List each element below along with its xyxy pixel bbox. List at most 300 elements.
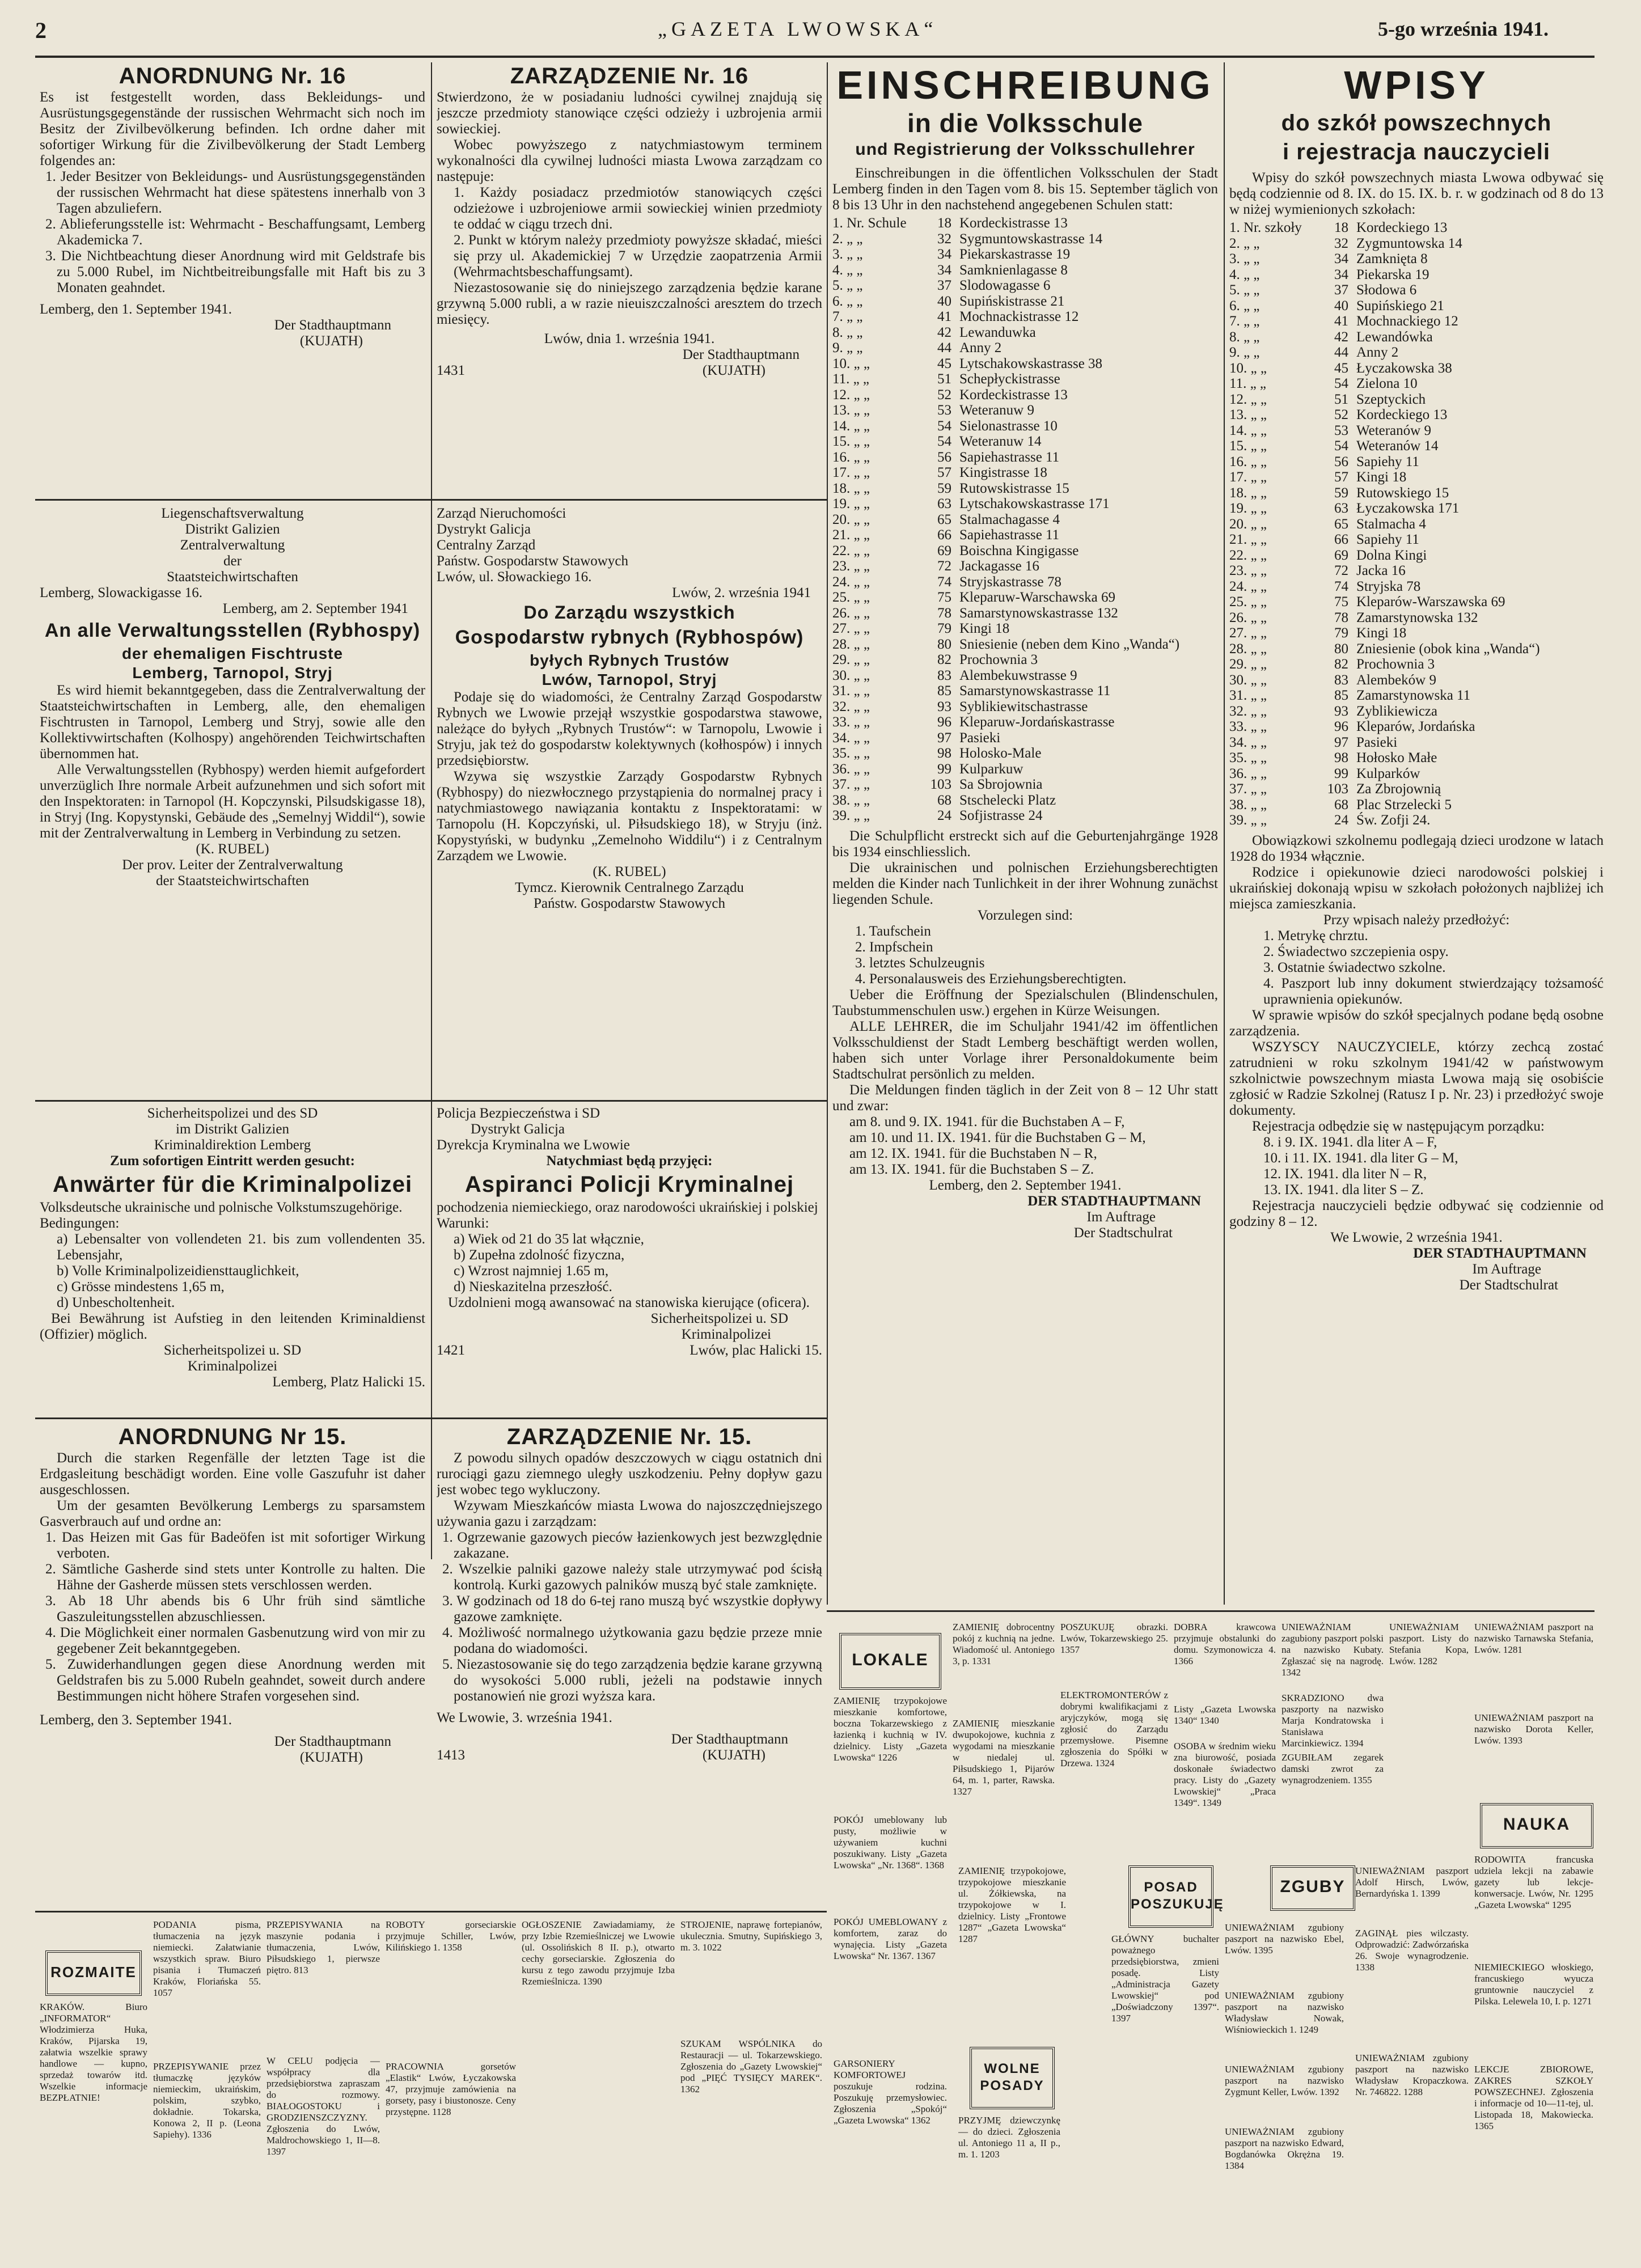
school-index: 6. „ „ <box>1229 298 1260 314</box>
ad-pracownia: PRACOWNIA gorsetów „Elastik“ Lwów, Łyczakowska 47, przyjmuje zamówienia na gorsety, pasy i biustonosze. Ceny przystępne. 1128 <box>386 2061 516 2117</box>
school-address: Alembeków 9 <box>1356 672 1436 688</box>
ad-uniewazniam: UNIEWAŻNIAM paszport na nazwisko Dorota Keller, Lwów. 1393 <box>1474 1712 1593 1746</box>
school-number: 98 <box>937 746 951 761</box>
school-row <box>832 761 1218 777</box>
pb-conditions: Warunki: <box>437 1216 489 1231</box>
school-number: 80 <box>937 636 951 652</box>
school-number: 41 <box>1334 314 1348 329</box>
einschreibung-doc: 3. letztes Schulzeugnis <box>855 955 985 971</box>
einschreibung-text: Die Meldungen finden täglich in der Zeit von 8 – 12 Uhr statt und zwar: <box>832 1082 1218 1114</box>
school-address: Kleparuw-Jordańskastrasse <box>959 714 1115 730</box>
lv-text: Es wird hiemit bekanntgegeben, dass die Zentralverwaltung der Staatsteichwirtschaften in Lemberg, alle, den ehemaligen Fischtrusten in Tarnopol, Lemberg und Stryj, sowie alle den Kollektivwirtschaften (Kolhospy) angehörenden Teichwirtschaften übernommen hat. <box>40 683 425 761</box>
school-index: 10. „ „ <box>832 356 870 371</box>
ad-w-celu: W CELU podjęcia — współpracy dla przedsiębiorstwa zapraszam do rozmowy. BIAŁOGOSTOKU i GRODZIENSZCZYZNY. Zgłoszenia do Lwów, Maldrochowskiego 1, II—8. 1397 <box>267 2055 380 2157</box>
school-number: 51 <box>1334 391 1348 407</box>
einschreibung-place: Lemberg, den 2. September 1941. <box>929 1177 1122 1193</box>
school-row <box>1229 641 1604 657</box>
school-number: 97 <box>937 730 951 746</box>
einschreibung-text: Die ukrainischen und polnischen Erziehungsberechtigten melden die Kinder nach Tunlichkeit in der ihrer Wohnung zunächst liegenden Schule. <box>832 860 1218 907</box>
school-row <box>1229 672 1604 688</box>
zn-title: Do Zarządu wszystkich <box>523 602 735 623</box>
zarzadzenie-16-text: Stwierdzono, że w posiadaniu ludności cywilnej znajdują się jeszcze przedmioty stanowiące części odzieży i uzbrojenia armii sowieckiej. <box>437 90 822 137</box>
wpisy-date: 8. i 9. IX. 1941. dla liter A – F, <box>1263 1134 1437 1150</box>
anordnung-16-place: Lemberg, den 1. September 1941. <box>40 302 232 317</box>
wpisy-doc: 1. Metrykę chrztu. <box>1263 928 1368 943</box>
ad-przyjme: PRZYJMĘ dziewczynkę — do dzieci. Zgłoszenia ul. Antoniego 11 a, II p., m. 1. 1203 <box>958 2115 1060 2160</box>
school-index: 31. „ „ <box>1229 688 1267 703</box>
school-address: Kordeckistrasse 13 <box>959 387 1068 403</box>
school-number: 66 <box>937 527 951 543</box>
school-row <box>1229 781 1604 797</box>
school-row <box>832 465 1218 481</box>
school-number: 82 <box>1334 657 1348 672</box>
einschreibung-text: ALLE LEHRER, die im Schuljahr 1941/42 im öffentlichen Volksschuldienst der Stadt Lemberg beschäftigt werden wollen, haben sich unter Vorlage ihrer Personaldokumente beim Stadtschulrat persönlich zu melden. <box>832 1018 1218 1082</box>
school-index: 36. „ „ <box>832 761 870 777</box>
school-row <box>1229 267 1604 283</box>
school-number: 74 <box>1334 578 1348 594</box>
school-address: Prochownia 3 <box>1356 657 1435 672</box>
school-number: 69 <box>1334 547 1348 563</box>
section-rule <box>35 499 827 501</box>
school-address: Łyczakowska 171 <box>1356 501 1460 516</box>
school-row <box>832 325 1218 341</box>
sp-header: Kriminaldirektion Lemberg <box>154 1137 311 1153</box>
section-rule <box>35 1100 827 1102</box>
lv-header: Distrikt Galizien <box>185 522 280 537</box>
school-index: 29. „ „ <box>1229 657 1267 672</box>
school-row <box>832 683 1218 699</box>
sp-header: im Distrikt Galizien <box>176 1122 289 1137</box>
anordnung-16-sign: (KUJATH) <box>299 333 363 349</box>
school-number: 54 <box>1334 438 1348 454</box>
school-row <box>832 652 1218 668</box>
pb-sign: Kriminalpolizei <box>681 1327 771 1342</box>
pb-header: Natychmiast będą przyjęci: <box>546 1153 713 1169</box>
liegenschaftsverwaltung <box>40 506 425 1098</box>
school-row <box>1229 376 1604 392</box>
school-index: 38. „ „ <box>832 792 870 808</box>
school-number: 96 <box>1334 719 1348 734</box>
school-row <box>832 481 1218 497</box>
ad-rodowita: RODOWITA francuska udziela lekcji na zabawie gazety lub lekcje-konwersacje. Lwów, Nr. 1295 „Gazeta Lwowska“ 1295 <box>1474 1854 1593 1910</box>
school-index: 21. „ „ <box>832 527 870 543</box>
school-number: 54 <box>1334 376 1348 391</box>
lv-text: Alle Verwaltungsstellen (Rybhospy) werden hiemit aufgefordert unverzüglich Ihre normale Arbeit aufzunehmen und sich sofort mit den Inspektoraten: in Tarnopol (H. Kopczynski, Pilsudskigasse 18), in Stryj (Ing. Kopystynski, Gebäude des „Semelnyj Widdil“), sowie mit der Zentralverwaltung in Lemberg in Verbindung zu setzen. <box>40 762 425 841</box>
ad-zamienie: ZAMIENIĘ trzypokojowe mieszkanie komfortowe, boczna Tokarzewskiego z łazienką i kuchnią w IV. dzielnicy. Listy „Gazeta Lwowska“ 1226 <box>834 1695 947 1763</box>
zarzadzenie-16-item: 2. Punkt w którym należy przedmioty powyższe składać, mieści się przy ul. Akademickiej 7 w Urzędzie zaopatrzenia Armii (Wehrmachtsbeschaffungsamt). <box>454 232 822 280</box>
school-address: Syblikiewitschastrasse <box>959 699 1088 714</box>
school-row <box>832 247 1218 263</box>
lv-sign: (K. RUBEL) <box>196 841 269 857</box>
school-address: Boischna Kingigasse <box>959 543 1079 558</box>
sp-text: Bei Bewährung ist Aufstieg in den leitenden Kriminaldienst (Offizier) möglich. <box>40 1311 425 1342</box>
school-number: 45 <box>937 356 951 371</box>
school-address: Plac Strzelecki 5 <box>1356 797 1452 813</box>
school-index: 17. „ „ <box>832 465 870 480</box>
ad-dobra-krawcowa: DOBRA krawcowa przyjmuje obstalunki do domu. Szymonowicza 4. 1366 <box>1174 1622 1276 1666</box>
zarzadzenie-15-text: Wzywam Mieszkańców miasta Lwowa do najoszczędniejszego używania gazu i zarządzam: <box>437 1498 822 1529</box>
anordnung-15-place: Lemberg, den 3. September 1941. <box>40 1712 232 1728</box>
school-index: 26. „ „ <box>832 605 870 621</box>
wpisy-date: 13. IX. 1941. dla liter S – Z. <box>1263 1182 1424 1198</box>
column-rule <box>1224 62 1225 1605</box>
school-row <box>1229 469 1604 485</box>
anordnung-15-sign: (KUJATH) <box>299 1750 363 1765</box>
zn-header: Lwów, ul. Słowackiego 16. <box>437 569 592 585</box>
ad-ogloszenie: OGŁOSZENIE Zawiadamiamy, że przy Izbie Rzemieślniczej we Lwowie (ul. Ossolińskich 8 II. p.), otwarto cechy gorseciarskie. Zgłoszenia do kursu z tego zawodu przyjmuje Izba Rzemieślnicza. 1390 <box>522 1919 675 1987</box>
sp-item: c) Grösse mindestens 1,65 m, <box>57 1279 225 1294</box>
school-address: Stalmacha 4 <box>1356 516 1426 532</box>
anordnung-15-item: 2. Sämtliche Gasherde sind stets unter Kontrolle zu halten. Die Hähne der Gasherde müssen stets verschlossen werden. <box>45 1562 425 1593</box>
school-index: 38. „ „ <box>1229 797 1267 813</box>
school-address: Weteranuw 9 <box>959 403 1034 418</box>
section-rule <box>35 1911 827 1912</box>
school-address: Weteranów 9 <box>1356 422 1431 438</box>
school-index: 15. „ „ <box>1229 438 1267 454</box>
ad-krakow: KRAKÓW. Biuro „INFORMATOR“ Włodzimierza Huka, Kraków, Pijarska 19, załatwia wszelkie sprawy handlowe — kupno, sprzedaż towarów itd. Wszelkie informacje BEZPŁATNIE! <box>40 2002 147 2103</box>
school-address: Dolna Kingi <box>1356 547 1427 563</box>
school-row <box>1229 766 1604 782</box>
einschreibung-subtitle: in die Volksschule <box>907 108 1143 138</box>
school-number: 44 <box>937 340 951 356</box>
ad-skradziono: SKRADZIONO dwa paszporty na nazwisko Marja Kondratowska i Stanisława Marcinkiewicz. 1394 <box>1281 1692 1384 1749</box>
school-index: 7. „ „ <box>832 309 863 324</box>
school-index: 12. „ „ <box>1229 391 1267 407</box>
einschreibung-text: Vorzulegen sind: <box>977 907 1073 923</box>
school-address: Kulparków <box>1356 765 1420 781</box>
school-number: 65 <box>937 511 951 527</box>
school-number: 59 <box>937 480 951 496</box>
sp-item: a) Lebensalter von vollendeten 21. bis zum vollendenten 35. Lebensjahr, <box>57 1232 425 1263</box>
ad-uniewazniam: UNIEWAŻNIAM zgubiony paszport na nazwisko Ebel, Lwów. 1395 <box>1225 1922 1344 1956</box>
school-index: 26. „ „ <box>1229 610 1267 625</box>
einschreibung-sign: Der Stadtschulrat <box>1073 1225 1173 1241</box>
school-index: 24. „ „ <box>832 574 870 590</box>
school-address: Anny 2 <box>959 340 1002 356</box>
school-row <box>832 730 1218 746</box>
anordnung-15 <box>40 1423 425 1908</box>
school-index: 4. „ „ <box>832 262 863 278</box>
school-index: 39. „ „ <box>832 808 870 823</box>
school-number: 85 <box>1334 688 1348 703</box>
pb-item: c) Wzrost najmniej 1.65 m, <box>454 1263 609 1279</box>
school-address: Kingi 18 <box>959 621 1010 636</box>
ad-lekcje: LEKCJE ZBIOROWE, ZAKRES SZKOŁY POWSZECHNEJ. Zgłoszenia i informacje od 10—11-tej, ul. Listopada 18, Makowiecka. 1365 <box>1474 2064 1593 2131</box>
einschreibung-date: am 12. IX. 1941. für die Buchstaben N – R, <box>849 1145 1097 1161</box>
school-row <box>1229 719 1604 735</box>
ad-zamienie: ZAMIENIĘ trzypokojowe, trzypokojowe mieszkanie ul. Żółkiewska, na trzypokojowe w I. dzielnicy. Listy „Frontowe 1287“ „Gazeta Lwowska“ 1287 <box>958 1865 1066 1944</box>
school-address: Słodowa 6 <box>1356 282 1417 298</box>
school-number: 57 <box>1334 469 1348 485</box>
pb-title: Aspiranci Policji Kryminalnej <box>464 1172 794 1197</box>
einschreibung-date: am 10. und 11. IX. 1941. für die Buchstaben G – M, <box>849 1129 1146 1145</box>
school-row <box>1229 813 1604 828</box>
ad-uniewazniam: UNIEWAŻNIAM zgubiony paszport na nazwisko Władysław Kropaczkowa. Nr. 746822. 1288 <box>1355 2053 1469 2097</box>
school-index: 2. „ „ <box>1229 235 1260 251</box>
anordnung-16-sign: Der Stadthauptmann <box>274 318 391 333</box>
zarzadzenie-16 <box>437 62 822 499</box>
einschreibung-intro: Einschreibungen in die öffentlichen Volksschulen der Stadt Lemberg finden in den Tagen vom 8. bis 15. September täglich von 8 bis 13 Uhr in den nachstehend angegebenen Schulen statt: <box>832 166 1218 213</box>
school-index: 18. „ „ <box>1229 485 1267 501</box>
lv-sign: Der prov. Leiter der Zentralverwaltung <box>122 857 343 873</box>
school-number: 37 <box>937 278 951 293</box>
anordnung-15-item: 1. Das Heizen mit Gas für Badeöfen ist mit sofortiger Wirkung verboten. <box>45 1530 425 1561</box>
school-address: Mochnackiego 12 <box>1356 314 1458 329</box>
school-index: 10. „ „ <box>1229 360 1267 376</box>
school-number: 42 <box>1334 329 1348 345</box>
school-number: 72 <box>937 558 951 574</box>
school-number: 24 <box>1334 813 1348 828</box>
ad-pokoj: POKÓJ umeblowany lub pusty, możliwie w używaniem kuchni poszukiwany. Listy „Gazeta Lwowska“ „Nr. 1368“. 1368 <box>834 1814 947 1871</box>
school-address: Stryjskastrasse 78 <box>959 574 1061 590</box>
school-row <box>832 496 1218 512</box>
school-row <box>1229 438 1604 454</box>
sp-item: b) Volle Kriminalpolizeidiensttauglichkeit, <box>57 1263 299 1279</box>
school-row <box>832 793 1218 809</box>
school-address: Samknienlagasse 8 <box>959 262 1068 278</box>
ad-zamienie: ZAMIENIĘ dobrocentny pokój z kuchnią na jedne. Wiadomość ul. Antoniego 3, p. 1331 <box>953 1622 1055 1666</box>
school-address: Weteranuw 14 <box>959 434 1042 449</box>
ad-uniewazniam: UNIEWAŻNIAM zgubiony paszport na nazwisko Edward, Bogdanówka Okrężna 19. 1384 <box>1225 2126 1344 2171</box>
school-address: Zamarstynowska 11 <box>1356 688 1471 703</box>
zn-header: Dystrykt Galicja <box>437 522 531 537</box>
school-number: 98 <box>1334 750 1348 765</box>
einschreibung-subtitle: und Registrierung der Volksschullehrer <box>855 140 1195 159</box>
lv-subtitle: Lemberg, Tarnopol, Stryj <box>132 664 333 682</box>
school-index: 4. „ „ <box>1229 266 1260 282</box>
wpisy-date: 12. IX. 1941. dla liter N – R, <box>1263 1166 1427 1182</box>
school-number: 18 <box>937 215 951 231</box>
wpisy-sign: Der Stadtschulrat <box>1459 1277 1558 1293</box>
wpisy-sign: DER STADTHAUPTMANN <box>1413 1245 1587 1261</box>
school-number: 54 <box>937 418 951 434</box>
anordnung-15-item: 4. Die Möglichkeit einer normalen Gasbenutzung wird von mir zu gegebener Zeit bekanntgegeben. <box>45 1625 425 1656</box>
zarzadzenie-15-item: 4. Możliwość normalnego użytkowania gazu będzie przeze mnie podana do wiadomości. <box>442 1625 822 1656</box>
school-address: Kingi 18 <box>1356 625 1407 641</box>
school-row <box>1229 688 1604 704</box>
school-address: Łyczakowska 38 <box>1356 360 1452 376</box>
school-number: 82 <box>937 652 951 667</box>
school-address: Lytschakowskastrasse 171 <box>959 496 1110 511</box>
lv-title: An alle Verwaltungsstellen (Rybhospy) <box>44 620 421 641</box>
school-index: 34. „ „ <box>832 730 870 746</box>
school-address: Stschelecki Platz <box>959 792 1056 808</box>
school-row <box>832 418 1218 434</box>
zn-title: Gospodarstw rybnych (Rybhospów) <box>455 627 804 648</box>
school-number: 93 <box>1334 703 1348 719</box>
school-number: 34 <box>937 247 951 262</box>
school-index: 19. „ „ <box>1229 501 1267 516</box>
lv-header: der <box>223 553 242 569</box>
school-number: 52 <box>937 387 951 403</box>
school-address: Sofjistrasse 24 <box>959 808 1043 823</box>
school-row <box>1229 220 1604 236</box>
school-number: 75 <box>1334 594 1348 610</box>
school-row <box>832 294 1218 310</box>
policja-bezpieczenstwa <box>437 1106 822 1415</box>
einschreibung-sign: DER STADTHAUPTMANN <box>1027 1193 1201 1209</box>
school-address: Hołosko Małe <box>1356 750 1437 765</box>
school-row <box>832 714 1218 730</box>
school-number: 34 <box>1334 251 1348 266</box>
wpisy-doc: 4. Paszport lub inny dokument stwierdzający tożsamość uprawnienia opiekunów. <box>1263 975 1604 1007</box>
school-number: 68 <box>937 792 951 808</box>
school-row <box>832 215 1218 231</box>
school-address: Kulparkuw <box>959 761 1023 777</box>
school-row <box>832 808 1218 824</box>
school-address: Jackagasse 16 <box>959 558 1039 574</box>
ad-uniewazniam: UNIEWAŻNIAM paszport. Listy do Stefania Kopa, Lwów. 1282 <box>1389 1622 1469 1666</box>
school-number: 32 <box>1334 235 1348 251</box>
wpisy-text: WSZYSCY NAUCZYCIELE, którzy zechcą zostać zatrudnieni w roku szkolnym 1941/42 w państwowym szkolnictwie powszechnym miasta Lwowa mają się osobiście zgłosić w Radzie Szkolnej (Ratusz I p. Nr. 23) i przedłożyć swoje dokumenty. <box>1229 1039 1604 1118</box>
school-index: 35. „ „ <box>1229 750 1267 765</box>
wpisy-text: Rodzice i opiekunowie dzieci narodowości polskiej i ukraińskiej dokonają wpisu w szkołach położonych najbliżej ich miejsca zamieszkania. <box>1229 864 1604 912</box>
school-number: 78 <box>937 605 951 621</box>
zarzadzenie-16-text: Wobec powyższego z natychmiastowym terminem wykonalności dla cywilnej ludności miasta Lwowa zarządzam co następuje: <box>437 137 822 184</box>
ad-osoba: OSOBA w średnim wieku zna biurowość, posiada doskonałe świadectwo pracy. Listy do „Gazety Lwowskiej“ „Praca 1349“. 1349 <box>1174 1741 1276 1808</box>
wpisy-intro: Wpisy do szkół powszechnych miasta Lwowa odbywać się będą codziennie od 8. IX. do 15. IX. b. r. w godzinach od 8 do 13 w niżej wymienionych szkołach: <box>1229 170 1604 217</box>
school-row <box>1229 704 1604 720</box>
sp-header: Zum sofortigen Eintritt werden gesucht: <box>110 1153 355 1169</box>
school-address: Schepłyckistrasse <box>959 371 1060 387</box>
school-index: 3. „ „ <box>1229 251 1260 266</box>
school-number: 37 <box>1334 282 1348 298</box>
school-index: 34. „ „ <box>1229 734 1267 750</box>
ad-przepisywania: PRZEPISYWANIA na maszynie podania i tłumaczenia, Lwów, Piłsudskiego 1, pierwsze piętro. 813 <box>267 1919 380 1975</box>
sp-conditions: Bedingungen: <box>40 1216 120 1231</box>
school-address: Sapiehy 11 <box>1356 532 1419 547</box>
school-row <box>832 356 1218 372</box>
school-address: Sniesienie (neben dem Kino „Wanda“) <box>959 636 1180 652</box>
einschreibung-text: Die Schulpflicht erstreckt sich auf die Geburtenjahrgänge 1928 bis 1934 einschliesslich. <box>832 828 1218 860</box>
school-number: 103 <box>1327 781 1348 797</box>
school-row <box>1229 517 1604 532</box>
school-index: 19. „ „ <box>832 496 870 511</box>
school-address: Sa Sbrojownia <box>959 777 1043 792</box>
school-index: 30. „ „ <box>832 667 870 683</box>
pb-item: b) Zupełna zdolność fizyczna, <box>454 1247 625 1263</box>
wpisy-doc: 3. Ostatnie świadectwo szkolne. <box>1263 959 1446 975</box>
school-address: Lewanduwka <box>959 324 1036 340</box>
school-row <box>1229 236 1604 252</box>
school-index: 8. „ „ <box>832 324 863 340</box>
pb-sign: Sicherheitspolizei u. SD <box>650 1311 788 1326</box>
school-list <box>1229 220 1604 828</box>
school-row <box>1229 407 1604 423</box>
einschreibung-doc: 4. Personalausweis des Erziehungsberechtigten. <box>855 971 1127 987</box>
school-index: 33. „ „ <box>1229 719 1267 734</box>
sp-text: Volksdeutsche ukrainische und polnische Volkstumszugehörige. <box>40 1200 403 1215</box>
school-index: 9. „ „ <box>832 340 863 356</box>
school-index: 15. „ „ <box>832 434 870 449</box>
school-index: 2. „ „ <box>832 231 863 247</box>
ad-zaginal: ZAGINĄŁ pies wilczasty. Odprowadzić: Zadwórzańska 26. Swoje wynagrodzenie. 1338 <box>1355 1928 1469 1973</box>
pb-header: Dystrykt Galicja <box>471 1122 565 1137</box>
school-address: Alembekuwstrasse 9 <box>959 667 1077 683</box>
zarzadzenie-15 <box>437 1423 822 1908</box>
school-index: 13. „ „ <box>1229 407 1267 422</box>
rozmaite-heading: ROZMAITE <box>45 1950 142 1996</box>
school-number: 56 <box>1334 454 1348 469</box>
ad-glowny: GŁÓWNY buchalter poważnego przedsiębiorstwa, zmieni posadę. Listy „Administracja Gazety Lwowskiej“ pod „Doświadczony 1397“. 1397 <box>1111 1933 1219 2024</box>
school-address: Piekarska 19 <box>1356 266 1429 282</box>
school-number: 99 <box>1334 765 1348 781</box>
school-index: 22. „ „ <box>1229 547 1267 563</box>
school-index: 23. „ „ <box>1229 563 1267 578</box>
school-row <box>832 621 1218 637</box>
zarzadzenie-15-sign: (KUJATH) <box>702 1747 765 1763</box>
school-address: Sielonastrasse 10 <box>959 418 1058 434</box>
school-number: 93 <box>937 699 951 714</box>
wpisy-place: We Lwowie, 2 września 1941. <box>1330 1229 1503 1245</box>
einschreibung-date: am 8. und 9. IX. 1941. für die Buchstaben A – F, <box>849 1114 1125 1129</box>
school-row <box>1229 610 1604 626</box>
school-number: 85 <box>937 683 951 699</box>
school-number: 57 <box>937 465 951 480</box>
school-address: Kleparów, Jordańska <box>1356 719 1475 734</box>
lv-subtitle: der ehemaligen Fischtruste <box>121 645 344 662</box>
wpisy-text: W sprawie wpisów do szkół specjalnych podane będą osobne zarządzenia. <box>1229 1007 1604 1039</box>
school-index: 31. „ „ <box>832 683 870 699</box>
school-address: Prochownia 3 <box>959 652 1038 667</box>
school-row <box>1229 485 1604 501</box>
school-row <box>832 746 1218 761</box>
school-row <box>1229 454 1604 470</box>
anordnung-16-item: 1. Jeder Besitzer von Bekleidungs- und Ausrüstungsgegenständen der russischen Wehrmacht hat diese spätestens innerhalb von 3 Tagen abzuliefern. <box>45 169 425 216</box>
lokale-heading: LOKALE <box>839 1633 941 1690</box>
zarzadzenie-16-item: 1. Każdy posiadacz przedmiotów stanowiących części odzieżowe i uzbrojeniowe armii sowieckiej winien przedmioty te oddać w ciągu trzech dni. <box>454 185 822 232</box>
school-address: Sapiehy 11 <box>1356 454 1419 469</box>
school-number: 63 <box>937 496 951 511</box>
einschreibung <box>832 62 1218 1605</box>
school-number: 72 <box>1334 563 1348 578</box>
school-index: 1. Nr. szkoły <box>1229 220 1302 235</box>
wpisy-text: Obowiązkowi szkolnemu podlegają dzieci urodzone w latach 1928 do 1934 włącznie. <box>1229 832 1604 864</box>
zn-subtitle: byłych Rybnych Trustów <box>530 651 729 669</box>
school-address: Supińskistrasse 21 <box>959 293 1065 309</box>
school-index: 13. „ „ <box>832 403 870 418</box>
zn-subtitle: Lwów, Tarnopol, Stryj <box>542 671 717 688</box>
school-address: Samarstynowskastrasse 11 <box>959 683 1111 699</box>
school-row <box>1229 329 1604 345</box>
ad-number: 1421 <box>437 1343 465 1358</box>
ad-szukam: SZUKAM WSPÓLNIKA do Restauracji — ul. Tokarzewskiego. Zgłoszenia do „Gazety Lwowskiej“ pod „PIĘĆ TYSIĘCY MAREK“. 1362 <box>680 2038 822 2094</box>
school-address: Pasieki <box>959 730 1001 746</box>
ad-uniewazniam: UNIEWAŻNIAM zgubiony paszport na nazwisko Zygmunt Keller, Lwów. 1392 <box>1225 2064 1344 2097</box>
einschreibung-title: EINSCHREIBUNG <box>836 63 1214 107</box>
zarzadzenie-16-title: ZARZĄDZENIE Nr. 16 <box>510 64 749 88</box>
school-number: 40 <box>937 293 951 309</box>
zarzadzenie-16-place: Lwów, dnia 1. września 1941. <box>544 331 715 346</box>
school-row <box>1229 251 1604 267</box>
wpisy-doc: 2. Świadectwo szczepienia ospy. <box>1263 943 1449 959</box>
school-number: 24 <box>937 808 951 823</box>
school-index: 6. „ „ <box>832 293 863 309</box>
school-row <box>832 668 1218 684</box>
school-address: Anny 2 <box>1356 345 1399 360</box>
column-rule <box>431 62 432 1559</box>
lv-header: Lemberg, Slowackigasse 16. <box>40 585 202 600</box>
pb-item: d) Nieskazitelna przeszłość. <box>454 1279 612 1294</box>
school-row <box>832 309 1218 325</box>
school-address: Sapiehastrasse 11 <box>959 527 1060 543</box>
school-index: 20. „ „ <box>832 511 870 527</box>
zarzadzenie-15-item: 5. Niezastosowanie się do tego zarządzenia będzie karane grzywną do wysokości 5.000 rubli, jeżeli na podstawie innych postanowień nie grozi wyższa kara. <box>442 1657 822 1704</box>
pb-text: Uzdolnieni mogą awansować na stanowiska kierujące (oficera). <box>448 1295 810 1310</box>
school-index: 25. „ „ <box>832 590 870 605</box>
school-address: Holosko-Male <box>959 746 1042 761</box>
school-row <box>1229 594 1604 610</box>
